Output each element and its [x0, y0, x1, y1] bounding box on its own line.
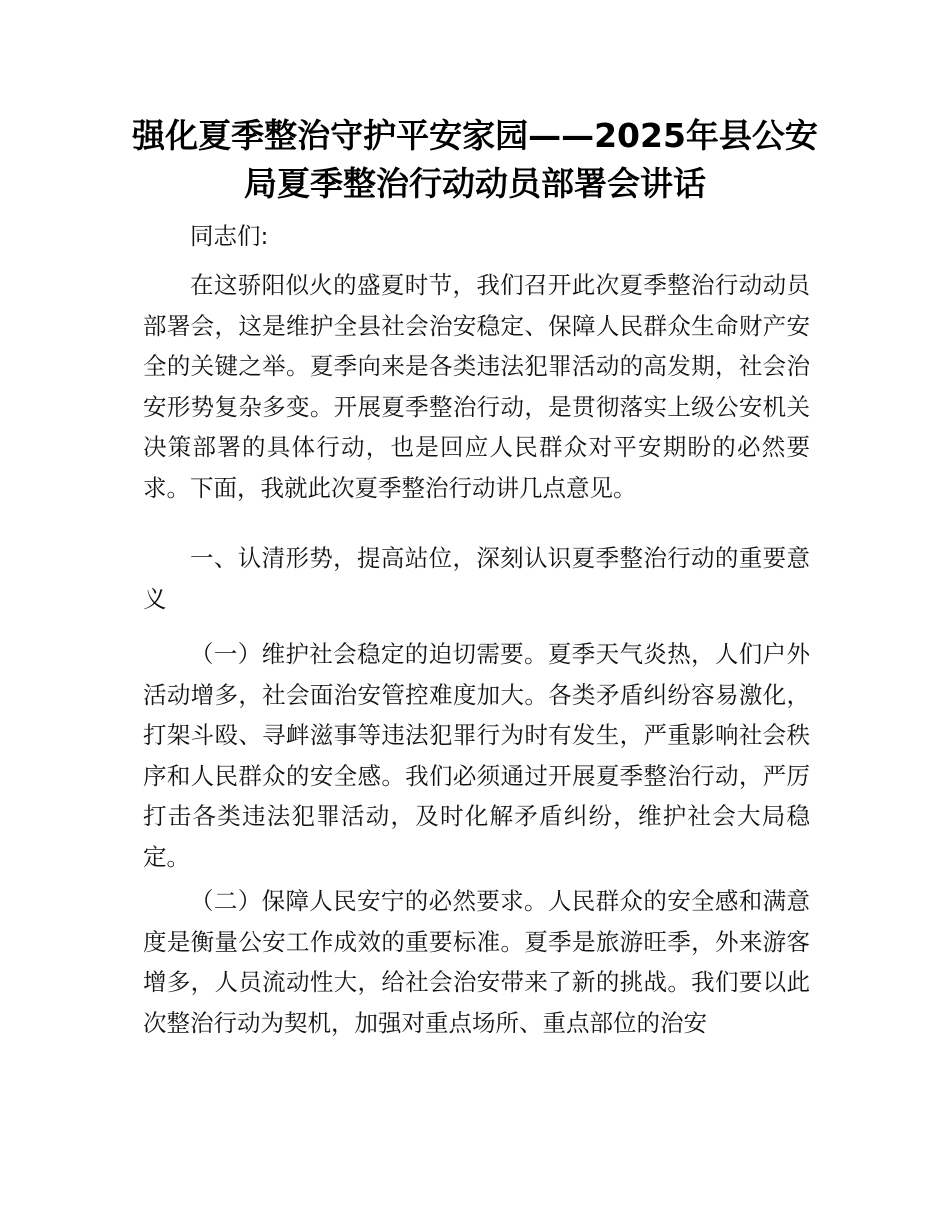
greeting: 同志们:: [190, 222, 269, 250]
subsection-1-block: [143, 634, 810, 878]
intro-block: [143, 265, 810, 509]
title-line-2: 局夏季整治行动动员部署会讲话: [244, 164, 706, 203]
intro-paragraph: 在这骄阳似火的盛夏时节，我们召开此次夏季整治行动动员部署会，这是维护全县社会治安稳定、保障人民群众生命财产安全的关键之举。夏季向来是各类违法犯罪活动的高发期，社会治安形势复杂多变。开展夏季整治行动，是贯彻落实上级公安机关决策部署的具体行动，也是回应人民群众对平安期盼的必然要求。下面，我就此次夏季整治行动讲几点意见。: [143, 271, 810, 502]
subsection-1-paragraph: （一）维护社会稳定的迫切需要。夏季天气炎热，人们户外活动增多，社会面治安管控难度加大。各类矛盾纠纷容易激化，打架斗殴、寻衅滋事等违法犯罪行为时有发生，严重影响社会秩序和人民群众的安全感。我们必须通过开展夏季整治行动，严厉打击各类违法犯罪活动，及时化解矛盾纠纷，维护社会大局稳定。: [143, 640, 810, 871]
section-1-block: [143, 538, 810, 619]
section-1-heading: 一、认清形势，提高站位，深刻认识夏季整治行动的重要意义: [143, 544, 810, 613]
subsection-2-paragraph: （二）保障人民安宁的必然要求。人民群众的安全感和满意度是衡量公安工作成效的重要标准。夏季是旅游旺季，外来游客增多，人员流动性大，给社会治安带来了新的挑战。我们要以此次整治行动为契机，加强对重点场所、重点部位的治安: [143, 887, 810, 1037]
subsection-2-block: [143, 881, 810, 1043]
title-line-1: 强化夏季整治守护平安家园——2025年县公安: [132, 116, 818, 155]
greeting-block: [143, 216, 810, 257]
document-title: [130, 112, 820, 208]
